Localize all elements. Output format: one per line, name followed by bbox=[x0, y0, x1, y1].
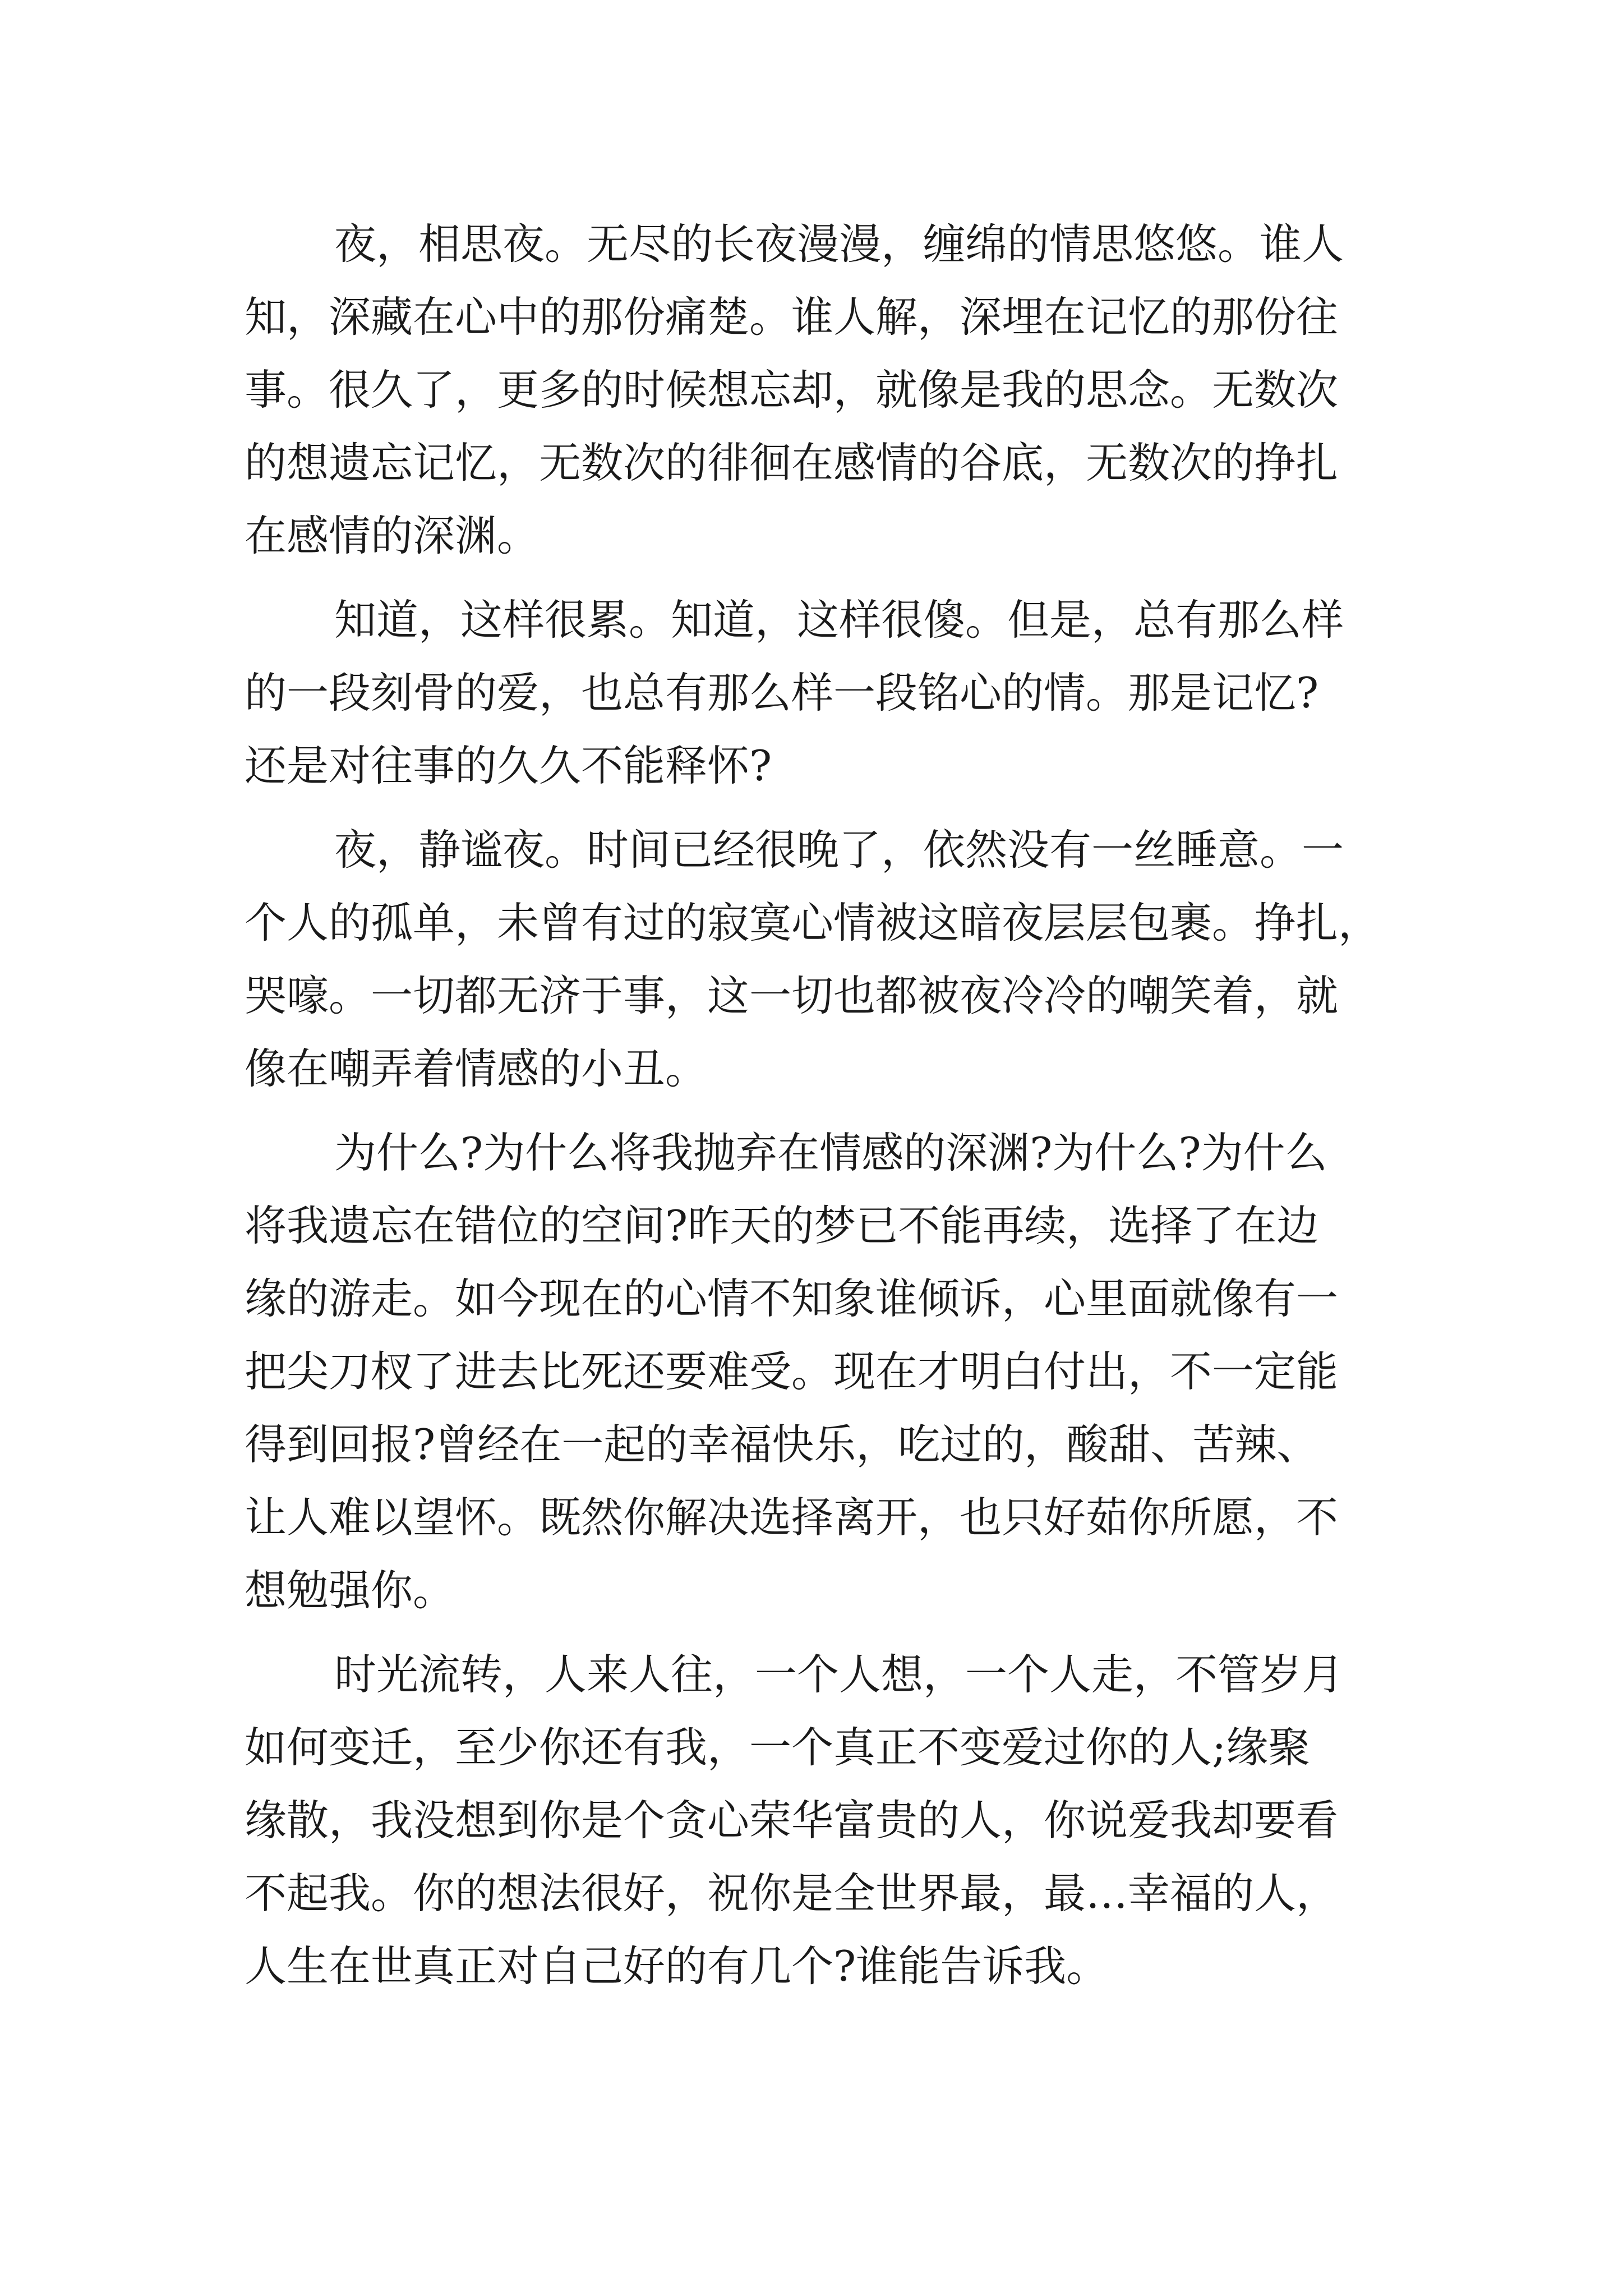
text-line: 个人的孤单，未曾有过的寂寞心情被这暗夜层层包裹。挣扎， bbox=[245, 898, 1381, 947]
text-line: 哭嚎。一切都无济于事，这一切也都被夜冷冷的嘲笑着，就 bbox=[245, 971, 1339, 1020]
text-line: 让人难以望怀。既然你解决选择离开，也只好茹你所愿，不 bbox=[245, 1493, 1339, 1542]
text-line: 的想遗忘记忆，无数次的徘徊在感情的谷底，无数次的挣扎 bbox=[245, 438, 1339, 487]
text-line: 不起我。你的想法很好，祝你是全世界最，最…幸福的人， bbox=[245, 1869, 1339, 1918]
text-line: 缘的游走。如今现在的心情不知象谁倾诉，心里面就像有一 bbox=[245, 1274, 1339, 1323]
text-line: 还是对往事的久久不能释怀? bbox=[245, 741, 772, 790]
text-line: 时光流转，人来人往，一个人想，一个人走，不管岁月 bbox=[334, 1650, 1344, 1699]
text-line: 把尖刀杈了进去比死还要难受。现在才明白付出，不一定能 bbox=[245, 1347, 1339, 1396]
text-line: 想勉强你。 bbox=[245, 1566, 455, 1615]
text-line: 如何变迁，至少你还有我，一个真正不变爱过你的人;缘聚 bbox=[245, 1723, 1311, 1772]
text-line: 夜，相思夜。无尽的长夜漫漫，缠绵的情思悠悠。谁人 bbox=[334, 219, 1344, 269]
text-line: 在感情的深渊。 bbox=[245, 511, 540, 560]
text-line: 夜，静谧夜。时间已经很晚了，依然没有一丝睡意。一 bbox=[334, 825, 1344, 875]
text-line: 知，深藏在心中的那份痛楚。谁人解，深埋在记忆的那份往 bbox=[245, 292, 1339, 342]
text-line: 像在嘲弄着情感的小丑。 bbox=[245, 1044, 708, 1093]
text-line: 知道，这样很累。知道，这样很傻。但是，总有那么样 bbox=[334, 595, 1344, 645]
text-line: 将我遗忘在错位的空间?昨天的梦已不能再续，选择了在边 bbox=[245, 1201, 1319, 1250]
text-line: 人生在世真正对自己好的有几个?谁能告诉我。 bbox=[245, 1941, 1109, 1991]
text-line: 事。很久了，更多的时候想忘却，就像是我的思念。无数次 bbox=[245, 365, 1339, 415]
text-line: 得到回报?曾经在一起的幸福快乐，吃过的，酸甜、苦辣、 bbox=[245, 1420, 1319, 1469]
text-line: 为什么?为什么将我抛弃在情感的深渊?为什么?为什么 bbox=[334, 1128, 1327, 1177]
text-line: 的一段刻骨的爱，也总有那么样一段铭心的情。那是记忆? bbox=[245, 668, 1319, 717]
text-line: 缘散，我没想到你是个贪心荣华富贵的人，你说爱我却要看 bbox=[245, 1796, 1339, 1845]
